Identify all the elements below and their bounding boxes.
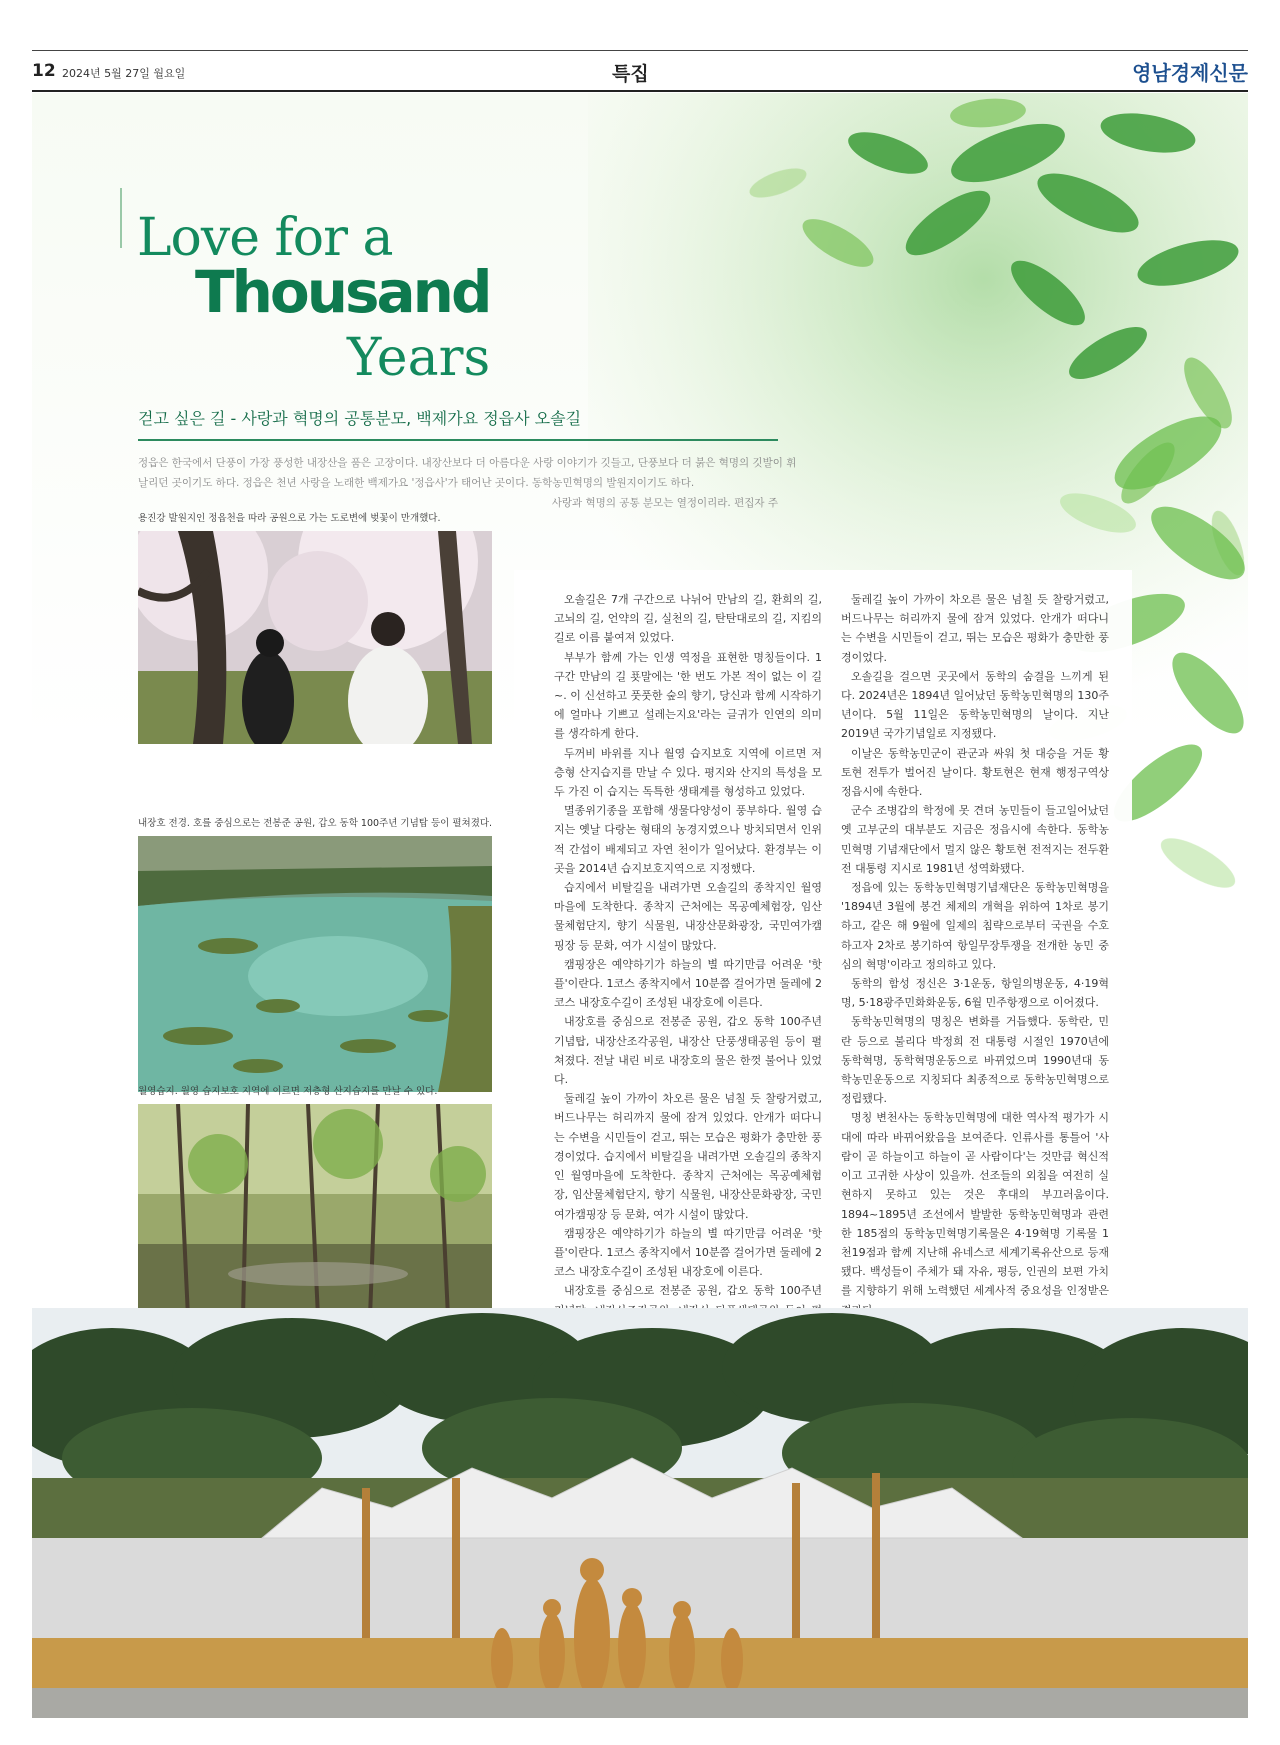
article-body	[514, 570, 1132, 1335]
masthead	[32, 50, 1248, 92]
title-line-2: Thousand	[195, 258, 490, 326]
article-paragraph: 둘레길 높이 가까이 차오른 물은 넘칠 듯 찰랑거렸고, 버드나무는 허리까지 물에 잠겨 있었다. 안개가 떠다니는 수변을 시민들이 걷고, 뛰는 모습은 평화가 충만한 풍경이었다.	[841, 593, 1109, 664]
photo-caption-3: 월영습지. 월영 습지보호 지역에 이르면 저층형 산지습지를 만날 수 있다.	[138, 1086, 438, 1097]
article-paragraph: 오솔길을 걸으면 곳곳에서 동학의 숨결을 느끼게 된다. 2024년은 1894년 일어났던 동학농민혁명의 130주년이다. 5월 11일은 동학농민혁명의 날이다. 지난 2019년 국가기념일로 지정됐다.	[841, 669, 1109, 741]
article-paragraph: 오솔길은 7개 구간으로 나뉘어 만남의 길, 환희의 길, 고뇌의 길, 언약의 길, 실천의 길, 탄탄대로의 길, 지킴의 길로 이름 붙여져 있었다.	[554, 593, 822, 645]
article-paragraph: 둘레길 높이 가까이 차오른 물은 넘칠 듯 찰랑거렸고, 버드나무는 허리까지 물에 잠겨 있었다. 안개가 떠다니는 수변을 시민들이 걷고, 뛰는 모습은 평화가 충만한 풍경이었다. 습지에서 비탈길을 내려가면 오솔길의 종착지인 월영마을에 도착한다. 종착지 근처에는 목공예체험장, 임산물체험단지, 향기 식물원, 내장산문화광장, 국민여가캠핑장 등 문화, 여가 시설이 많았다.	[554, 1092, 822, 1221]
photo-caption-2: 내장호 전경. 호를 중심으로는 전봉준 공원, 갑오 동학 100주년 기념탑 등이 펼쳐졌다.	[138, 818, 493, 829]
title-accent-line	[120, 188, 122, 248]
lead-paragraph: 정읍은 한국에서 단풍이 가장 풍성한 내장산을 품은 고장이다. 내장산보다 더 아름다운 사랑 이야기가 깃들고, 단풍보다 더 붉은 혁명의 깃발이 휘날리던 곳이기도 하다. 정읍은 천년 사랑을 노래한 백제가요 '정읍사'가 태어난 곳이다. 동학농민혁명의 발원지이기도 하다.	[138, 457, 797, 489]
article-paragraph: 캠핑장은 예약하기가 하늘의 별 따기만큼 어려운 '핫플'이란다. 1코스 종착지에서 10분쯤 걸어가면 둘레에 2코스 내장호수길이 조성된 내장호에 이른다.	[554, 1226, 823, 1279]
page-number: 12	[32, 61, 56, 81]
title-line-3: Years	[347, 328, 491, 388]
article-paragraph: 내장호를 중심으로 전봉준 공원, 갑오 동학 100주년	[564, 1284, 822, 1298]
article-paragraph: 이날은 동학농민군이 관군과 싸워 첫 대승을 거둔 황토현 전투가 벌어진 날이다. 황토현은 현재 행정구역상 정읍시에 속한다.	[841, 746, 1109, 799]
cherry-blossom-photo	[138, 531, 492, 744]
issue-date: 2024년 5월 27일 월요일	[62, 67, 186, 80]
wetland-aerial-photo	[138, 836, 492, 1092]
article-paragraph: 군수 조병갑의 학정에 못 견뎌 농민들이 들고일어났던 옛 고부군의 대부분도 지금은 정읍시에 속한다. 동학농민혁명 기념재단에서 멀지 않은 황토현 전적지는 전두환 전 대통령 지시로 1981년 성역화됐다.	[841, 804, 1109, 875]
article-paragraph: 두꺼비 바위를 지나 월영 습지보호 지역에 이르면 저층형 산지습지를 만날 수 있다. 평지와 산지의 특성을 모두 가진 이 습지는 독특한 생태계를 형성하고 있었다.	[554, 746, 822, 799]
title-line-1: Love for a	[137, 208, 393, 268]
article-paragraph: 명칭 변천사는 동학농민혁명에 대한 역사적 평가가 시대에 따라 바뀌어왔음을 보여준다. 인류사를 통틀어 '사람이 곧 하늘이고 하늘이 곧 사람이다'는 것만큼 혁신적이고 고귀한 사상이 있을까. 선조들의 외침을 여전히 실현하지 못하고 있는 것은 후대의 부끄러움이다. 1894~1895년 조선에서 발발한 동학농민혁명과 관련한 185점의 동학농민혁명기록물은 4·19혁명 기록물 1천19점과 함께 지난해 유네스코 세계기록유산으로 등재됐다. 백성들이 주체가 돼 자유, 평등, 인권의 보편 가치를 지향하기 위해 노력했던 세계사적 중요성을 인정받은	[841, 1111, 1109, 1298]
article-paragraph: 내장호를 중심으로 전봉준 공원, 갑오 동학 100주년 기념탑, 내장산조각공원, 내장산 단풍생태공원 등이 펼쳐졌다. 전날 내린 비로 내장호의 물은 한껏 불어나 있었다.	[554, 1015, 822, 1087]
monument-photo	[32, 1308, 1248, 1718]
article-paragraph: 정읍에 있는 동학농민혁명기념재단은 동학농민혁명을 '1894년 3월에 봉건 체제의 개혁을 위하여 1차로 봉기하고, 같은 해 9월에 일제의 침략으로부터 국권을 수호하고자 2차로 봉기하여 항일무장투쟁을 전개한 농민 중심의 혁명'이라고 정의하고 있다.	[841, 881, 1109, 971]
article-paragraph: 멸종위기종을 포함해 생물다양성이 풍부하다. 월영 습지는 옛날 다랑논 형태의 농경지였으나 방치되면서 인위적 간섭이 배제되고 자연 천이가 일어났다. 환경부는 이곳을 2014년 습지보호지역으로 지정했다.	[554, 804, 822, 875]
article-paragraph: 동학농민혁명의 명칭은 변화를 거듭했다. 동학란, 민란 등으로 불리다 박정희 전 대통령 시절인 1970년에 동학혁명, 동학혁명운동으로 바뀌었으며 1990년대 동학농민운동으로 지칭되다 최종적으로 동학농민혁명으로 정립됐다.	[841, 1015, 1109, 1106]
article-paragraph: 부부가 함께 가는 인생 역정을 표현한 명칭들이다. 1구간 만남의 길 푯말에는 '한 번도 가본 적이 없는 이 길~. 이 신선하고 풋풋한 숲의 향기, 당신과 함께 시작하기에 얼마나 기쁘고 설레는지요'라는 글귀가 인연의 의미를 생각하게 한다.	[554, 650, 822, 741]
article-column-2	[841, 590, 1109, 1399]
photo-caption-1: 용진강 발원지인 정읍천을 따라 공원으로 가는 도로변에 벚꽃이 만개했다.	[138, 513, 441, 524]
feature-page	[32, 93, 1248, 1718]
section-label: 특집	[612, 63, 649, 85]
newspaper-name: 영남경제신문	[1132, 61, 1248, 85]
editor-note: 사랑과 혁명의 공통 분모는 열정이리라. 편집자 주	[551, 497, 778, 509]
feature-subtitle: 걷고 싶은 길 - 사랑과 혁명의 공통분모, 백제가요 정읍사 오솔길	[138, 406, 778, 441]
article-paragraph: 동학의 함성 정신은 3·1운동, 항일의병운동, 4·19혁명, 5·18광주민화화운동, 6월 민주항쟁으로 이어졌다.	[841, 977, 1109, 1010]
article-paragraph: 습지에서 비탈길을 내려가면 오솔길의 종착지인 월영마을에 도착한다. 종착지 근처에는 목공예체험장, 임산물체험단지, 향기 식물원, 내장산문화광장, 국민여가캠핑장 등 문화, 여가 시설이 많았다.	[554, 881, 822, 952]
forest-wetland-photo	[138, 1104, 492, 1317]
article-column-1	[554, 590, 822, 1358]
article-paragraph: 캠핑장은 예약하기가 하늘의 별 따기만큼 어려운 '핫플'이란다. 1코스 종착지에서 10분쯤 걸어가면 둘레에 2코스 내장호수길이 조성된 내장호에 이른다.	[554, 957, 823, 1010]
